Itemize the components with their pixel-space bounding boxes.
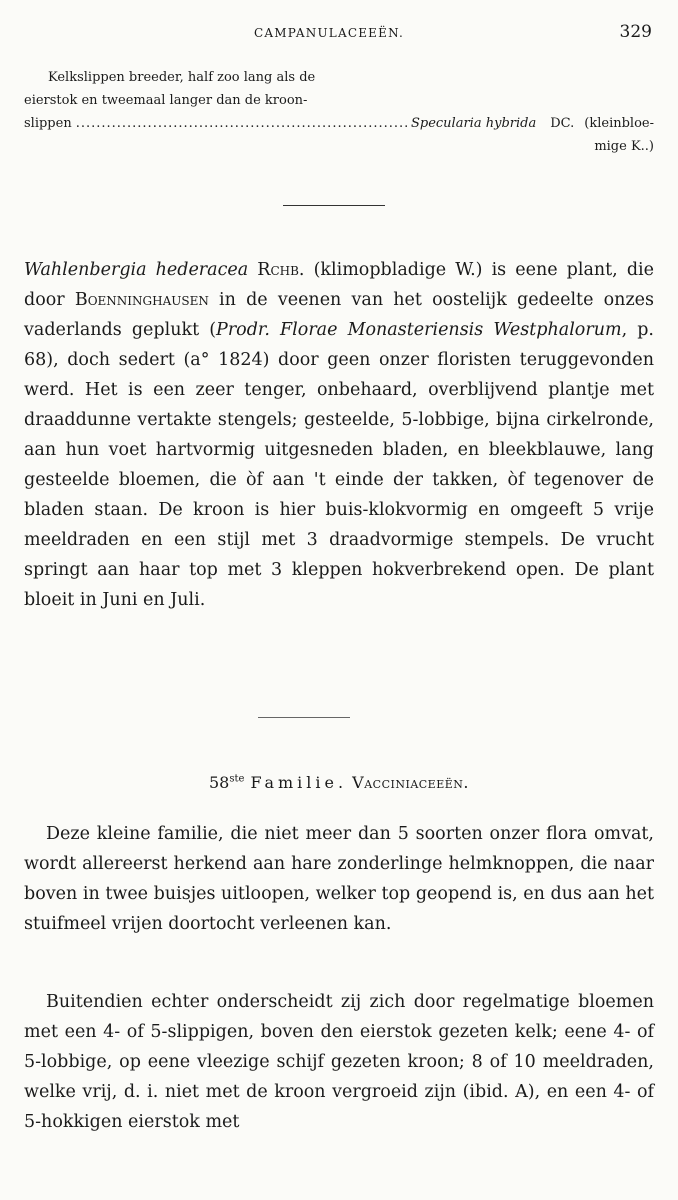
family-name: Vacciniaceeën. xyxy=(352,773,469,792)
key-line-1: Kelkslippen breeder, half zoo lang als de xyxy=(48,70,316,85)
genus-author: Rchb. xyxy=(257,260,305,280)
identification-key-entry xyxy=(24,66,654,158)
page-number: 329 xyxy=(619,22,652,42)
section-divider-short-rule xyxy=(258,717,350,718)
paragraph-wahlenbergia xyxy=(24,255,654,615)
family-heading xyxy=(0,773,678,792)
cited-work: Prodr. Florae Monasteriensis Westphalorum xyxy=(216,320,622,340)
key-species-name: Specularia hybrida xyxy=(410,116,537,131)
key-line-3 xyxy=(24,112,654,135)
genus-name: Wahlenbergia hederacea xyxy=(24,260,249,280)
running-head-title: CAMPANULACEEËN. xyxy=(254,26,405,40)
paragraph1-text-1: (klimopbladige W.) is eene plant, die door xyxy=(24,260,654,310)
family-word: Familie. xyxy=(250,773,348,792)
key-line-2: eierstok en tweemaal langer dan de kroon- xyxy=(24,93,308,108)
paragraph1-text-2: in de veenen van het oostelijk gedeelte onzes vaderlands geplukt ( xyxy=(24,290,654,340)
leader-dots xyxy=(76,112,407,135)
section-divider-rule xyxy=(283,205,385,206)
paragraph-family-characters: Buitendien echter onderscheidt zij zich door regelmatige bloemen met een 4- of 5-slippigen, boven den eierstok gezeten kelk; eene 4- of 5-lobbige, op eene vleezige schijf gezeten kroon; 8 of 10 meeldraden, welke vrij, d. i. niet met de kroon vergroeid zijn (ibid. A), en een 4- of 5-hokkigen eierstok met xyxy=(24,992,654,1132)
paragraph1-text-3: , p. 68), doch sedert (a° 1824) door geen onzer floristen teruggevonden werd. Het is een zeer tenger, onbehaard, overblijvend plantje met draaddunne vertakte stengels; gesteelde, 5-lobbige, bijna cirkelronde, aan hun voet hartvormig uitgesneden bladen, en bleekblauwe, lang gesteelde bloemen, die òf aan 't einde der takken, òf tegenover de bladen staan. De kroon is hier buis-klokvormig en omgeeft 5 vrije meeldraden en een stijl met 3 draadvormige stempels. De vrucht springt aan haar top met 3 kleppen hokverbrekend open. De plant bloeit in Juni en Juli. xyxy=(24,320,654,610)
key-common-name-continuation: mige K..) xyxy=(594,139,654,154)
collector-name: Boenninghausen xyxy=(74,290,209,310)
key-common-name: (kleinbloe- xyxy=(584,116,654,131)
paragraph-family-description: Deze kleine familie, die niet meer dan 5 soorten onzer flora omvat, wordt allereerst herkend aan hare zonderlinge helmknoppen, die naar boven in twee buisjes uitloopen, welker top geopend is, en dus aan het stuifmeel vrijen doortocht verleenen kan. xyxy=(24,824,654,934)
running-head xyxy=(0,22,678,46)
key-species-authority: DC. xyxy=(550,116,575,131)
family-number-suffix: ste xyxy=(229,773,245,785)
family-number: 58 xyxy=(209,773,230,792)
key-line-3-lead: slippen xyxy=(24,116,72,131)
